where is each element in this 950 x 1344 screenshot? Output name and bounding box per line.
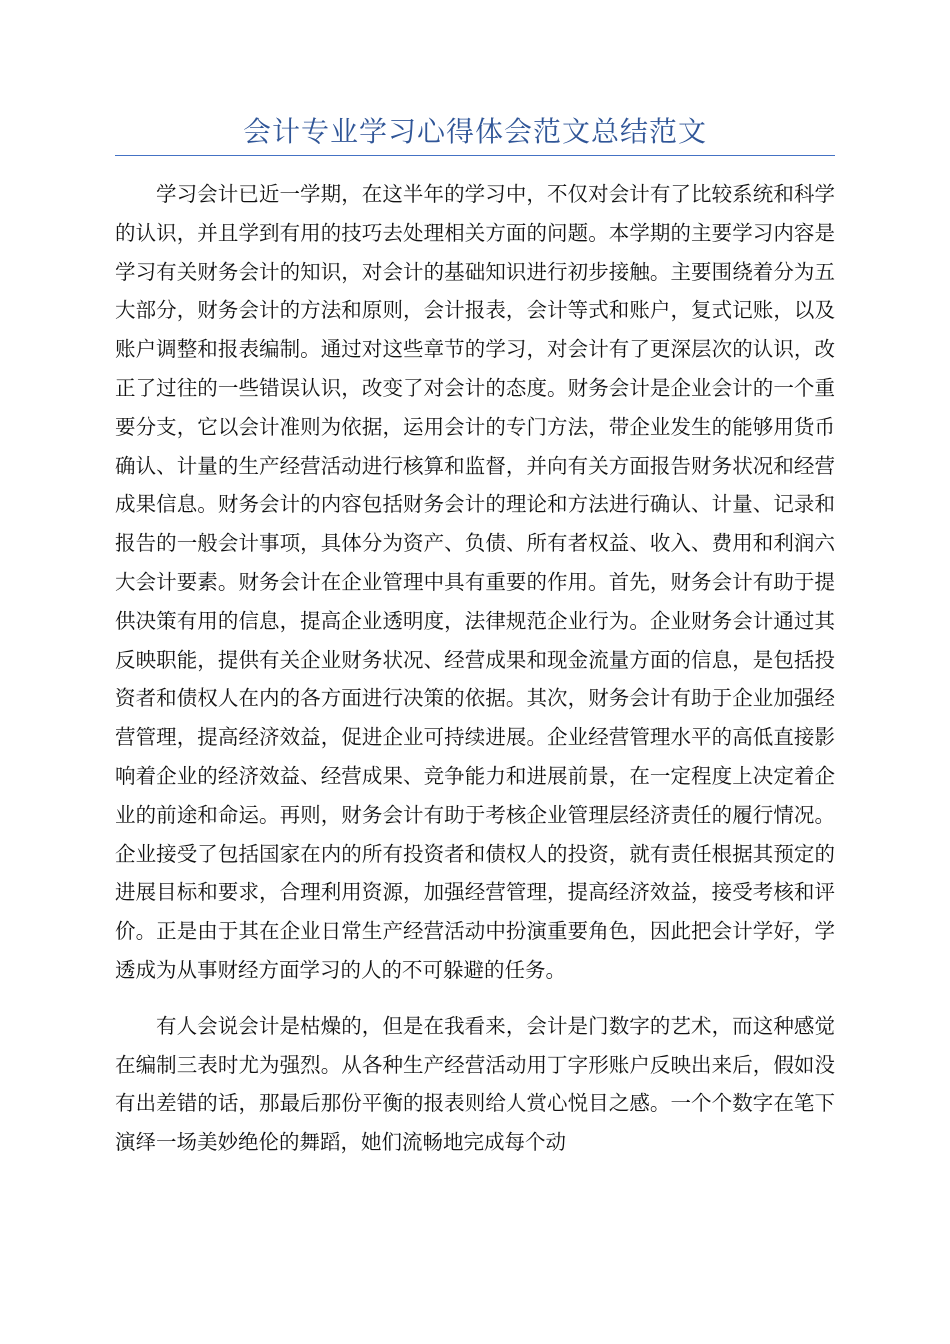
title-underline xyxy=(115,155,835,156)
paragraph-2: 有人会说会计是枯燥的，但是在我看来，会计是门数字的艺术，而这种感觉在编制三表时尤为强烈。从各种生产经营活动用丁字形账户反映出来后，假如没有出差错的话，那最后那份平衡的报表则给人赏心悦目之感。一个个数字在笔下演绎一场美妙绝伦的舞蹈，她们流畅地完成每个动 xyxy=(115,1013,835,1155)
document-body xyxy=(115,175,835,1162)
paragraph-1: 学习会计已近一学期，在这半年的学习中，不仅对会计有了比较系统和科学的认识，并且学到有用的技巧去处理相关方面的问题。本学期的主要学习内容是学习有关财务会计的知识，对会计的基础知识进行初步接触。主要围绕着分为五大部分，财务会计的方法和原则，会计报表，会计等式和账户，复式记账，以及账户调整和报表编制。通过对这些章节的学习，对会计有了更深层次的认识，改正了过往的一些错误认识，改变了对会计的态度。财务会计是企业会计的一个重要分支，它以会计准则为依据，运用会计的专门方法，带企业发生的能够用货币确认、计量的生产经营活动进行核算和监督，并向有关方面报告财务状况和经营成果信息。财务会计的内容包括财务会计的理论和方法进行确认、计量、记录和报告的一般会计事项，具体分为资产、负债、所有者权益、收入、费用和利润六大会计要素。财务会计在企业管理中具有重要的作用。首先，财务会计有助于提供决策有用的信息，提高企业透明度，法律规范企业行为。企业财务会计通过其反映职能，提供有关企业财务状况、经营成果和现金流量方面的信息，是包括投资者和债权人在内的各方面进行决策的依据。其次，财务会计有助于企业加强经营管理，提高经济效益，促进企业可持续进展。企业经营管理水平的高低直接影响着企业的经济效益、经营成果、竞争能力和进展前景，在一定程度上决定着企业的前途和命运。再则，财务会计有助于考核企业管理层经济责任的履行情况。企业接受了包括国家在内的所有投资者和债权人的投资，就有责任根据其预定的进展目标和要求，合理利用资源，加强经营管理，提高经济效益，接受考核和评价。正是由于其在企业日常生产经营活动中扮演重要角色，因此把会计学好，学透成为从事财经方面学习的人的不可躲避的任务。 xyxy=(115,182,835,982)
document-title: 会计专业学习心得体会范文总结范文 xyxy=(242,115,707,148)
